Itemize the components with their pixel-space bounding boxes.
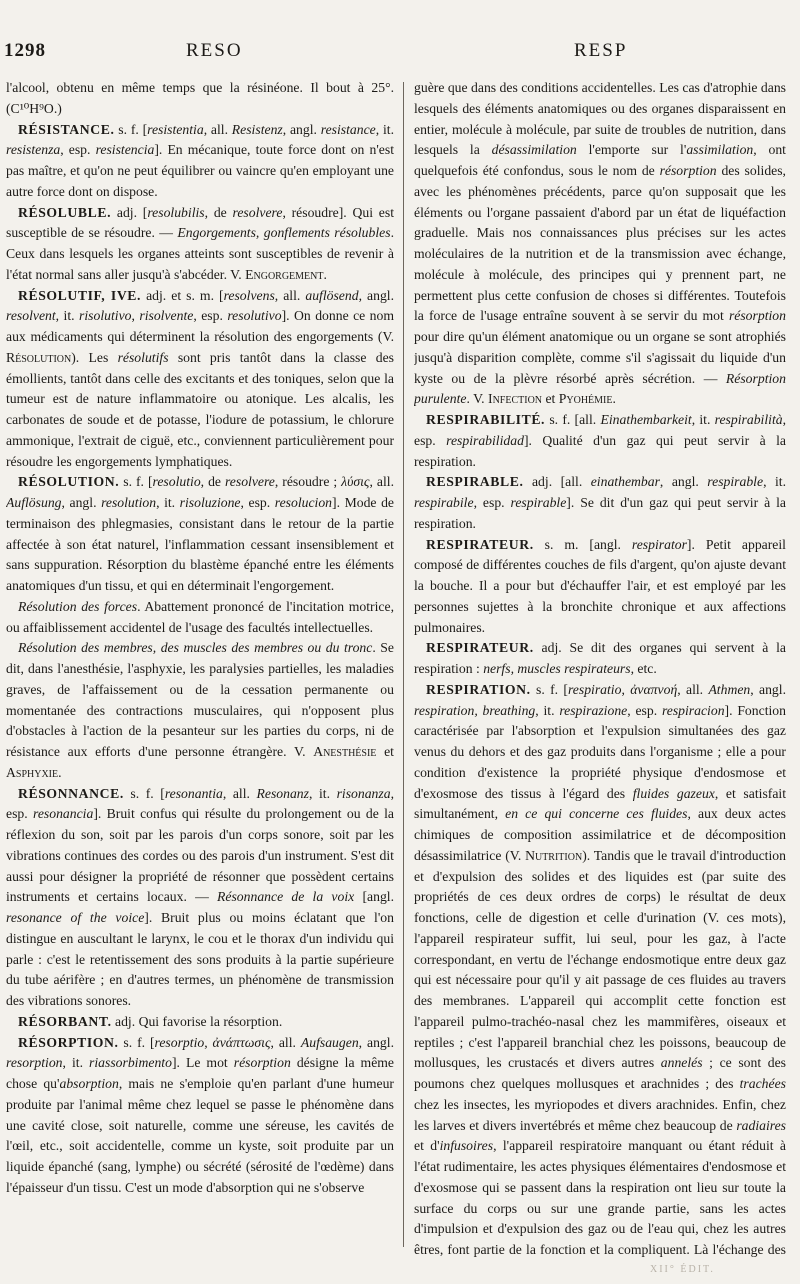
- entry-headword: RÉSOLUTION.: [18, 474, 120, 490]
- text-run: , et satisfait simultanément,: [414, 785, 786, 822]
- text-run: [angl.: [354, 889, 394, 905]
- text-run: , it.: [156, 495, 180, 510]
- italic-term: resorptio: [154, 1034, 205, 1050]
- text-run: , esp.: [627, 702, 662, 718]
- italic-term: einathembar: [590, 474, 660, 490]
- text-run: et d': [414, 1138, 440, 1154]
- italic-term: respiratio: [567, 681, 622, 697]
- italic-term: respirable: [707, 474, 764, 490]
- text-run: , mais ne s'emploie qu'en parlant d'une humeur produite par l'animal même chez lequel se passe le phénomène dans une cavité close, soit naturelle, comme une séreuse, les cavités de l'œil, etc., soit accidentelle, comme un kyste, soit produite par un liquide épanché (sang, lymphe) ou sécrété (sérosité de l'œdème) dans l'épaisseur d'un tissu. C'est un mode d'absorption qui ne s'observe: [6, 1076, 394, 1195]
- italic-term: respirable: [510, 495, 567, 510]
- text-run: , all.: [677, 681, 709, 697]
- italic-term: respirator: [631, 536, 687, 552]
- entry-headword: RÉSORPTION.: [18, 1034, 119, 1050]
- italic-term: ἀνάπτωσις: [212, 1034, 271, 1050]
- left-column-entry: [6, 1012, 394, 1033]
- italic-term: résorption: [233, 1055, 291, 1071]
- right-column-entry: [414, 472, 786, 534]
- page-number: 1298: [4, 40, 46, 61]
- text-run: ]. Bruit plus ou moins éclatant que l'on distingue en auscultant le larynx, le cou et le thorax d'un individu qui parle : c'est le retentissement des sons produits à la partie supérieure du tube aérifère ; en d'autres termes, un phénomène de transmission des vibrations sonores.: [6, 910, 394, 1008]
- text-run: et: [542, 391, 559, 407]
- entry-headword: RESPIRABLE.: [426, 474, 524, 490]
- cross-reference: Résolution: [6, 349, 72, 365]
- italic-term: Resonanz: [256, 785, 309, 801]
- text-run: ,: [131, 308, 140, 324]
- entry-headword: RÉSORBANT.: [18, 1013, 112, 1029]
- text-run: ]. Fonction caractérisée par l'absorption et l'expulsion simultanées des gaz venus du dehors et des gaz produits dans l'organisme ; elle a pour condition d'existence la propriété physique d'endosmose et d'exosmose des tissus à l'égard des: [414, 702, 786, 801]
- italic-term: Résorption purulente: [414, 370, 786, 407]
- text-run: , ont quelquefois été confondus, sous le nom de: [414, 142, 786, 178]
- entry-headword: RÉSOLUBLE.: [18, 204, 112, 220]
- text-run: , aux deux actes chimiques de composition assimilatrice et de décomposition désassimilatrice (V.: [414, 806, 786, 863]
- italic-term: résorption: [728, 308, 786, 324]
- italic-term: resolutio: [152, 474, 201, 490]
- italic-term: resistencia: [95, 142, 155, 158]
- text-run: s. f. [all.: [545, 412, 601, 427]
- text-run: et: [376, 744, 394, 759]
- text-run: , esp.: [414, 412, 786, 448]
- italic-term: Einathembarkeit: [600, 412, 692, 427]
- text-run: ]. Bruit confus qui résulte du prolongement ou de la réflexion du son, soit par les parois d'un corps sonore, soit par les vibrations continues des cordes ou des parois d'un instrument. S'est dit aussi pour désigner la propriété de résonner que possèdent certains instruments et certains locaux. —: [6, 806, 394, 905]
- italic-term: resistentia: [147, 121, 204, 137]
- text-run: ,: [204, 1034, 213, 1050]
- right-column-entry: [414, 535, 786, 639]
- text-run: guère que dans des conditions accidentelles. Les cas d'atrophie dans lesquels des éléments anatomiques ou des organes disparaissent en entier, molécule à molécule, par suite de troubles de nutrition, dans lesquels la: [414, 80, 786, 158]
- footer-mark: XII° ÉDIT.: [650, 1264, 715, 1275]
- text-run: s. f. [: [530, 681, 568, 697]
- italic-term: respirabile: [414, 495, 474, 510]
- italic-term: annelés: [660, 1055, 703, 1071]
- text-run: , esp.: [60, 142, 96, 158]
- italic-term: ἀναπνοή: [630, 681, 678, 697]
- cross-reference: Asphyxie: [6, 764, 59, 780]
- italic-term: Résonnance de la voix: [217, 889, 355, 905]
- italic-term: résorption: [659, 163, 717, 178]
- italic-term: resistance: [320, 121, 376, 137]
- italic-term: Resistenz: [231, 121, 283, 137]
- text-run: adj. Qui favorise la résorption.: [111, 1013, 283, 1029]
- italic-term: radiaires: [736, 1117, 786, 1133]
- italic-term: Résolution des forces: [18, 598, 138, 614]
- italic-term: Résolution des membres, des muscles des membres ou du tronc: [18, 640, 373, 656]
- text-run: chez les insectes, les myriopodes et divers arachnides. Enfin, chez les larves et divers invertébrés et même chez beaucoup de: [414, 1096, 786, 1133]
- right-column-entry: [414, 638, 786, 680]
- text-run: , résoudre]. Qui est susceptible de se résoudre. —: [6, 204, 394, 241]
- text-run: , l'appareil respiratoire manquant ou étant réduit à l'état rudimentaire, les actes physiques élémentaires d'endosmose et d'exosmose qui se passent dans la respiration ont lieu sur toute la surface du corps ou sur une grande partie, sans les actes d'impulsion et d'expulsion des gaz ou de l'eau qui, chez les autres êtres, font partie de la fonction et la compliquent. Là l'échange des: [414, 1138, 786, 1257]
- text-run: , it.: [375, 121, 394, 137]
- text-run: s. f. [: [118, 1034, 155, 1050]
- left-column-entry: [6, 784, 394, 1012]
- text-run: , all.: [222, 785, 257, 801]
- text-run: s. f. [: [119, 474, 153, 490]
- text-run: , angl.: [659, 474, 708, 490]
- text-run: .: [612, 391, 616, 407]
- italic-term: respirabilidad: [446, 432, 524, 448]
- cross-reference: Anesthésie: [313, 744, 377, 759]
- italic-term: respirabilità: [714, 412, 783, 427]
- text-run: ). Tandis que le travail d'introduction et d'expulsion des solides et des liquides est (par suite des propriétés de ces deux ordres de corps) le résultat de deux fonctions, celle de digestion et celle d'urination (V. ces mots), l'appareil respirateur suffit, lui seul, pour les gaz, à l'acte correspondant, en vertu de l'échange endosmotique entre deux gaz qui est nécessaire pour qu'il y ait passage de ces fluides au travers des membranes. L'appareil qui accomplit cette fonction est l'appareil pulmo-trachéo-nasal chez les mammifères, oiseaux et reptiles ; c'est l'appareil branchial chez les poissons, beaucoup de mollusques, les crustacés et divers autres: [414, 847, 786, 1071]
- left-column-entry: [6, 597, 394, 639]
- right-column-entry: [414, 680, 786, 1258]
- right-running-head: RESP: [574, 40, 628, 61]
- text-run: ]. Se dit d'un gaz qui peut servir à la respiration.: [414, 495, 786, 531]
- left-column-entry: [6, 120, 394, 203]
- italic-term: Engorgements, gonflements résolubles: [177, 225, 391, 241]
- text-run: ]. Petit appareil composé de différentes couches de fils d'argent, qu'on ajuste devant la bouche. Il a pour but d'échauffer l'air, et est employé par les personnes sujettes à la bronchite chronique et aux affections pulmonaires.: [414, 536, 786, 635]
- text-run: pour dire qu'un élément anatomique ou un organe se sont atrophiés jusqu'à disparition complète, comme s'il s'agissait du liquide d'un kyste ou de la plèvre résorbé après sécrétion. —: [414, 329, 786, 386]
- italic-term: resolvere: [224, 474, 275, 490]
- text-run: sont pris tantôt dans la classe des émollients, tantôt dans celle des excitants et des toniques, selon que la tumeur est de nature inflammatoire ou atonique. Les alcalis, les carbonates de soude et de potasse, l'iodure de potassium, le chlorure ammonique, l'extrait de ciguë, etc., conviennent particulièrement pour résoudre les engorgements lymphatiques.: [6, 349, 394, 469]
- cross-reference: Engorgement: [245, 266, 324, 282]
- right-column: [414, 78, 786, 1258]
- italic-term: resolutivo: [227, 308, 282, 324]
- text-run: , esp.: [6, 785, 394, 822]
- text-run: , it.: [691, 412, 715, 427]
- text-run: , angl.: [358, 287, 394, 303]
- text-run: . Abattement prononcé de l'incitation motrice, ou affaiblissement accidentel de l'usage des facultés intellectuelles.: [6, 598, 394, 635]
- text-run: , it.: [55, 308, 80, 324]
- italic-term: risonanza: [336, 785, 391, 801]
- italic-term: assimilation: [686, 142, 754, 158]
- text-run: ). Les: [71, 349, 118, 365]
- text-run: ,: [621, 681, 631, 697]
- italic-term: respiracion: [661, 702, 725, 718]
- text-run: .: [323, 266, 327, 282]
- text-run: , de: [204, 204, 233, 220]
- italic-term: Aufsaugen: [300, 1034, 359, 1050]
- left-column-entry: [6, 472, 394, 597]
- left-column-entry: [6, 638, 394, 783]
- text-run: , angl.: [282, 121, 321, 137]
- italic-term: riassorbimento: [89, 1055, 172, 1071]
- left-column: [6, 78, 394, 1258]
- text-run: , de: [200, 474, 225, 490]
- italic-term: resolvent: [6, 308, 56, 324]
- italic-term: absorption: [59, 1076, 119, 1091]
- text-run: ]. En mécanique, toute force dont on n'est pas maître, et qu'on ne peut équilibrer ou vaincre qu'en employant une autre force dont on dispose.: [6, 142, 394, 199]
- left-running-head: RESO: [186, 40, 243, 61]
- cross-reference: Nutrition: [525, 847, 583, 863]
- text-run: l'emporte sur l': [576, 142, 687, 158]
- italic-term: resolubilis: [147, 204, 205, 220]
- left-column-entry: [6, 286, 394, 473]
- text-run: s. f. [: [123, 785, 165, 801]
- text-run: adj. Se dit des organes qui servent à la respiration :: [414, 640, 786, 676]
- text-run: , etc.: [630, 661, 657, 676]
- text-run: , esp.: [473, 495, 511, 510]
- text-run: ]. Qualité d'un gaz qui peut servir à la respiration.: [414, 432, 786, 469]
- entry-headword: RÉSOLUTIF, IVE.: [18, 287, 142, 303]
- italic-term: en ce qui concerne ces fluides: [505, 806, 688, 822]
- text-run: ]. On donne ce nom aux médicaments qui déterminent la résolution des engorgements (V.: [6, 308, 394, 344]
- left-column-entry: [6, 203, 394, 286]
- text-run: , all.: [270, 1034, 301, 1050]
- cross-reference: Infection: [488, 391, 543, 407]
- italic-term: resolucion: [274, 495, 333, 510]
- italic-term: resolvere: [232, 204, 283, 220]
- italic-term: risolutivo: [79, 308, 132, 324]
- left-column-entry: [6, 1033, 394, 1199]
- text-run: ]. Mode de terminaison des phlegmasies, consistant dans le retour de la partie affectée à son état naturel, l'inflammation cessant insensiblement et sans suppuration. Résorption du blastème épanché entre les éléments anatomiques d'un tissu, et qui en déterminait l'engorgement.: [6, 495, 394, 593]
- entry-headword: RESPIRATEUR.: [426, 640, 534, 656]
- italic-term: fluides gazeux: [632, 785, 715, 801]
- text-run: s. f. [: [114, 121, 148, 137]
- italic-term: infusoires: [439, 1138, 494, 1154]
- right-column-entry: [414, 410, 786, 472]
- text-run: , it.: [763, 474, 786, 490]
- italic-term: risolvente: [139, 308, 194, 324]
- italic-term: auflösend: [305, 287, 359, 303]
- text-run: , résoudre ;: [274, 474, 342, 490]
- italic-term: respirazione: [559, 702, 628, 718]
- text-run: ; ce sont des poumons chez quelques mollusques et arachnides ; des: [414, 1055, 786, 1091]
- entry-headword: RESPIRABILITÉ.: [426, 412, 546, 427]
- italic-term: risoluzione: [179, 495, 241, 510]
- entry-headword: RESPIRATEUR.: [426, 536, 534, 552]
- running-header: [0, 40, 800, 74]
- column-divider: [403, 82, 404, 1247]
- text-run: adj. [: [111, 204, 148, 220]
- text-run: . V.: [466, 391, 489, 407]
- italic-term: Athmen: [708, 681, 751, 697]
- italic-term: resorption: [6, 1055, 63, 1071]
- italic-term: resolution: [101, 495, 157, 510]
- text-run: , esp.: [193, 308, 228, 324]
- text-run: , it.: [308, 785, 337, 801]
- text-run: , it.: [535, 702, 560, 718]
- italic-term: λύσις: [341, 474, 370, 490]
- text-run: , angl.: [358, 1034, 394, 1050]
- left-column-entry: [6, 78, 394, 120]
- text-run: désigne la même chose qu': [6, 1055, 394, 1091]
- italic-term: resonantia: [164, 785, 223, 801]
- text-run: , all.: [274, 287, 306, 303]
- text-run: des solides, avec les phénomènes précédents, parce qu'on supposait que les éléments ou l'organe passaient d'abord par un état de liquéfaction graduelle. Mais nos connaissances plus précises sur les actes moléculaires de la nutrition et de la transmission avec échange, molécule à molécule, des principes qui y prennent part, ne permettent plus cette confusion de choses si différentes. Toutefois la force de l'usage entraîne souvent à se servir du mot: [414, 163, 786, 324]
- text-run: , it.: [62, 1055, 90, 1071]
- italic-term: nerfs, muscles respirateurs: [483, 661, 631, 676]
- text-run: adj. [all.: [523, 474, 591, 490]
- text-run: . Se dit, dans l'anesthésie, l'asphyxie, les paralysies partielles, les maladies graves, de l'affaissement ou de la cessation permanente ou momentanée des contractions musculaires, qui n'opposent plus d'obstacles à l'action de la pesanteur sur les parties du corps, ni de résistance aux efforts d'une personne étrangère. V.: [6, 640, 394, 759]
- italic-term: trachées: [739, 1076, 786, 1091]
- italic-term: résolutifs: [117, 349, 169, 365]
- text-run: , esp.: [240, 495, 275, 510]
- text-run: ]. Le mot: [171, 1055, 234, 1071]
- italic-term: resistenza: [6, 142, 61, 158]
- text-run: , angl.: [750, 681, 786, 697]
- text-run: l'alcool, obtenu en même temps que la résinéone. Il bout à 25°. (C¹⁰H⁹O.): [6, 80, 394, 116]
- italic-term: respiration, breathing: [414, 702, 536, 718]
- entry-headword: RESPIRATION.: [426, 681, 531, 697]
- italic-term: désassimilation: [491, 142, 577, 158]
- text-run: adj. et s. m. [: [141, 287, 224, 303]
- text-run: . Ceux dans lesquels les organes atteints sont susceptibles de revenir à l'état normal sans aller jusqu'à s'abcéder. V.: [6, 225, 394, 282]
- text-run: , all.: [369, 474, 394, 490]
- text-run: .: [58, 764, 62, 780]
- italic-term: resonancia: [33, 806, 94, 822]
- text-run: , angl.: [61, 495, 102, 510]
- right-column-entry: [414, 78, 786, 410]
- entry-headword: RÉSONNANCE.: [18, 785, 124, 801]
- text-run: s. m. [angl.: [533, 536, 632, 552]
- entry-headword: RÉSISTANCE.: [18, 121, 115, 137]
- italic-term: resolvens: [223, 287, 275, 303]
- text-run: , all.: [203, 121, 232, 137]
- italic-term: Auflösung: [6, 495, 62, 510]
- cross-reference: Pyohémie: [558, 391, 613, 407]
- italic-term: resonance of the voice: [6, 910, 145, 925]
